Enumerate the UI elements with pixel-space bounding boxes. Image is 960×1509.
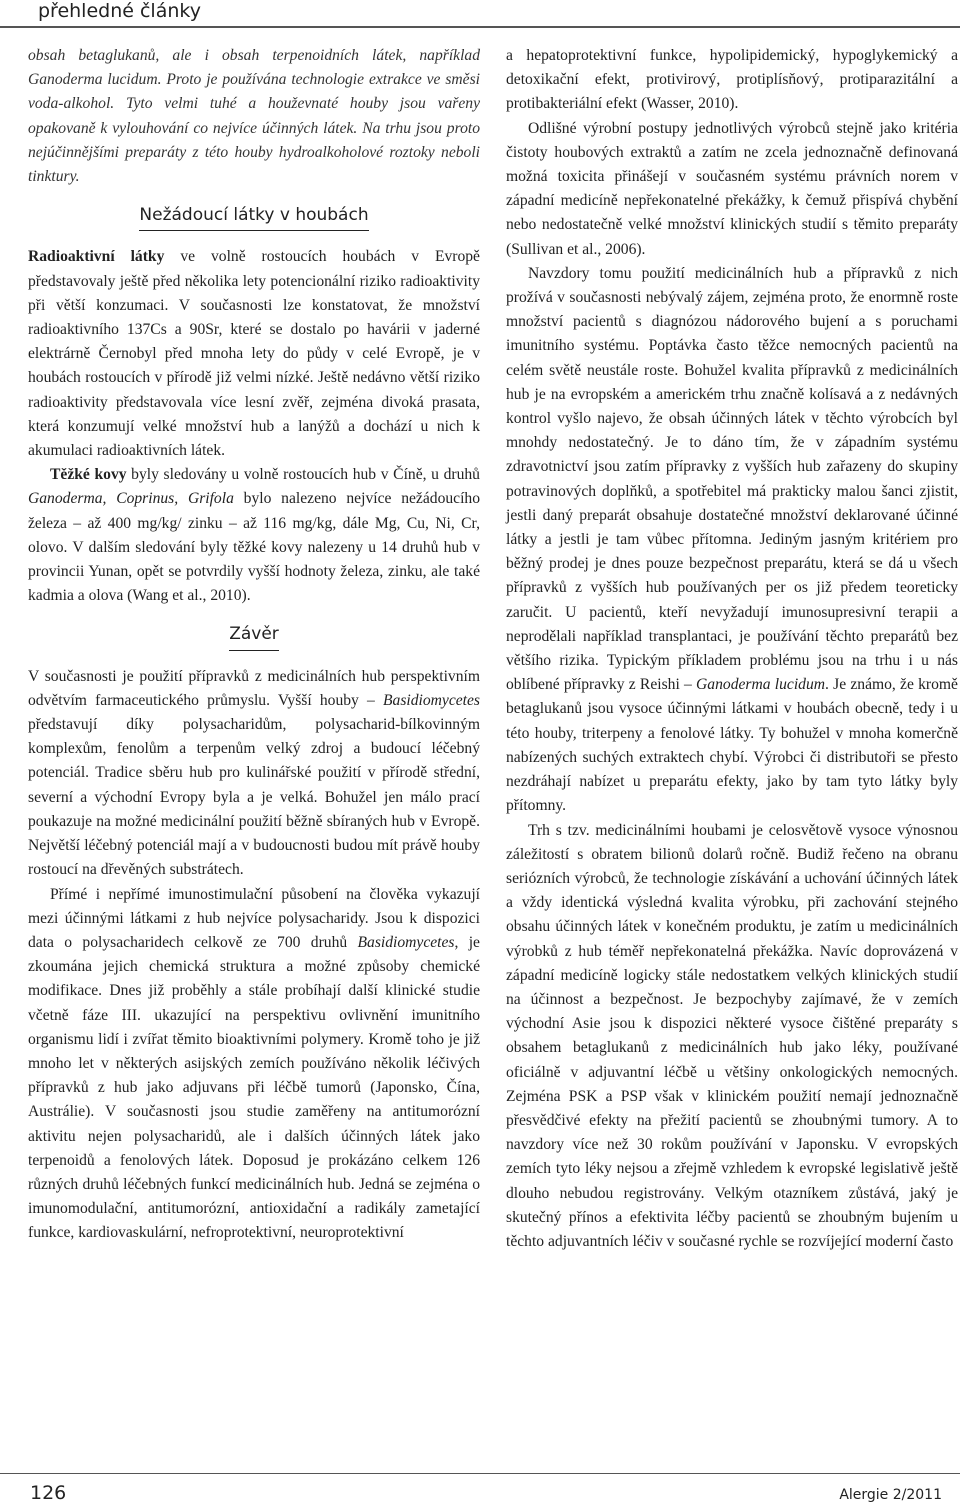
section-heading-text: Závěr	[229, 622, 279, 650]
paragraph-text: Přímé i nepřímé imunostimulační působení na člověka vykazují mezi účinnými látkami z hub nejvíce polysacharidy. Jsou k dispozici data o polysacharidech celkově ze 700 druhů	[28, 885, 480, 951]
paragraph-production: Odlišné výrobní postupy jednotlivých výrobců stejně jako kritéria čistoty houbových extraktů a zatím ne zcela jednoznačně definovaná možná toxicita přinášejí v současném systému právních norem v západní medicíně nepřekonatelné překážky, k čemuž přispívá chybění nebo nedostatečně velké množství klinických studií s těmito preparáty (Sullivan et al., 2006).	[506, 119, 958, 258]
paragraph-text: . Je známo, že kromě betaglukanů jsou vysoce účinnými látkami v houbách obecně, tedy i u této houby, triterpeny a fenolové látky. Ty bohužel v mnoha komerčně nabízených suchých extraktech chybí. Výrobci či distributoři se přesto nezdráhají nabízet u preparátu efekty, jako by tam tyto látky byly přítomny.	[506, 676, 958, 815]
term-heavy-metals: Těžké kovy	[50, 466, 127, 484]
paragraph-text: V současnosti je použití přípravků z medicinálních hub perspektivním odvětvím farmaceutického průmyslu. Vyšší houby –	[28, 667, 480, 709]
section-heading-undesirable	[28, 203, 480, 231]
section-heading-conclusion	[28, 622, 480, 650]
footer-divider	[0, 1473, 960, 1474]
paragraph-conclusion-1	[28, 665, 480, 883]
paragraph-interest	[506, 262, 958, 819]
intro-paragraph: obsah betaglukanů, ale i obsah terpenoidních látek, například Ganoderma lucidum. Proto je používána technologie extrakce ve směsi voda-alkohol. Tyto velmi tuhé a houževnaté houby jsou vařeny opakovaně k vylouhování co nejvíce účinných látek. Na trhu jsou proto nejúčinnějšími preparáty z této houby hydroalkoholové roztoky neboli tinktury.	[28, 47, 480, 186]
species-names: Ganoderma, Coprinus, Grifola	[28, 490, 234, 508]
paragraph-market: Trh s tzv. medicinálními houbami je celosvětově vysoce výnosnou záležitostí s obratem bilionů dolarů ročně. Budiž řečeno na obranu seriózních výrobců, že technologie získávání a uchování účinných látek a vždy identická výsledná kvalita výrobku, při zachování stejného obsahu účinných látek v konečném produktu, je zatím u medicinálních výrobků z hub téměř nepřekonatelná překážka. Navíc doprovázená v západní medicíně logicky stále nedostatkem velkých klinických studií na účinnost a bezpečnost. Je bezpochyby zajímavé, že v zemích východní Asie jsou k dispozici některé vysoce čištěné preparáty s obsahem betaglukanů z medicinálních hub jako léky, používané oficiálně v adjuvantní léčbě u většiny onkologických nemocných. Zejména PSK a PSP však v klinickém použití nemají jednoznačně přesvědčivé efekty na přežití pacientů se zhoubnými tumory. A to navzdory více než 30 rokům používání v Japonsku. V evropských zemích tyto léky nejsou a zřejmě vzhledem k evropské legislativě ještě dlouho nebudou registrovány. Velkým otazníkem zůstává, jaký je skutečný přínos a efektivita léčby pacientů se zhoubným bujením u těchto adjuvantních léčiv v současné rychle se rozvíjející moderní často	[506, 821, 958, 1250]
right-column	[506, 44, 958, 1254]
paragraph-radioactive	[28, 245, 480, 463]
paragraph-text: bylo nalezeno nejvíce nežádoucího železa – až 400 mg/kg/ zinku – až 116 mg/kg, dále Mg, Cu, Ni, Cr, olovo. V dalším sledování byly těžké kovy nalezeny u 14 druhů hub v provincii Yunan, opět se potvrdily vyšší hodnoty železa, zinku, ale také kadmia a olova (Wang et al., 2010).	[28, 490, 481, 605]
section-label: přehledné články	[38, 0, 201, 22]
journal-issue: Alergie 2/2011	[839, 1487, 942, 1503]
header-divider	[0, 26, 960, 28]
taxon-name: Basidiomycetes	[357, 933, 455, 951]
term-radioactive: Radioaktivní látky	[28, 248, 165, 266]
paragraph-functions: a hepatoprotektivní funkce, hypolipidemický, hypoglykemický a detoxikační efekt, protivirový, protiplísňový, protiparazitální a protibakteriální efekt (Wasser, 2010).	[506, 47, 958, 113]
paragraph-text: , je zkoumána jejich chemická struktura a možné způsoby chemické modifikace. Dnes již proběhly a stále probíhají další klinické studie včetně fáze III. ukazující na perspektivu ovlivnění imunitního organismu lidí i zvířat těmito bioaktivními polymery. Kromě toho je již mnoho let v některých asijských zemích používáno několik léčivých přípravků z hub jako adjuvans při léčbě tumorů (Japonsko, Čína, Austrálie). V současnosti jsou studie zaměřeny na antitumorózní aktivitu nejen polysacharidů, ale i dalších účinných látek jako terpenoidů a fenolových látek. Doposud je prokázáno celkem 126 různých druhů léčebných funkcí medicinálních hub. Jedná se zejména o imunomodulační, antitumorózní, antioxidační a radikály zametající funkce, kardiovaskulární, nefroprotektivní, neuroprotektivní	[28, 933, 480, 1242]
paragraph-text: představují díky polysacharidům, polysacharid-bílkovinným komplexům, fenolům a terpenům velký zdroj a budoucí léčebný potenciál. Tradice sběru hub pro kulinářské použití v přírodě střední, severní a východní Evropy byla a je velká. Bohužel jen málo prací poukazuje na možné medicinální použití běžně sbíraných hub v Evropě. Největší léčebný potenciál mají a v budoucnosti budou mít právě houby rostoucí na dřevěných substrátech.	[28, 716, 480, 879]
page-number: 126	[30, 1482, 67, 1504]
paragraph-text: Navzdory tomu použití medicinálních hub a přípravků z nich prožívá v současnosti nebývalý zájem, zejména proto, že enormně roste množství pacientů s diagnózou nádorového bujení a s poruchami imunitního systému. Poptávka často těžce nemocných pacientů na celém světě neustále roste. Bohužel kvalita přípravků z medicinálních hub je na evropském a americkém trhu značně kolísavá a z nedávných kontrol vyšlo najevo, že obsah účinných látek v těchto výrobcích byl mnohdy nedostatečný. Je to dáno tím, že v západním systému zdravotnictví jsou zatím přípravky z vyšších hub zařazeny do skupiny potravinových doplňků, a spotřebitel má prakticky malou šanci zjistit, jestli daný preparát obsahuje dostatečné množství deklarované účinné látky a jestli je tam vůbec přítomna. Jediným jasným kritériem pro běžný prodej je dnes pouze bezpečnost preparátu, která se dá u všech přípravků z vyšších hub používaných per os již předem teoreticky zaručit. U pacientů, kteří nevyžadují imunosupresivní terapii a neprodělali například transplantaci, je používání těchto preparátů bez většího rizika. Typickým příkladem problému jsou na trhu i u nás oblíbené přípravky z Reishi –	[506, 264, 958, 694]
paragraph-conclusion-2	[28, 883, 480, 1246]
paragraph-heavy-metals	[28, 463, 480, 608]
page-header	[0, 0, 960, 30]
paragraph-text: byly sledovány u volně rostoucích hub v Číně, u druhů	[126, 466, 480, 484]
taxon-name: Basidiomycetes	[383, 691, 480, 709]
paragraph-text: ve volně rostoucích houbách v Evropě představovaly ještě před několika lety potencionální riziko radioaktivity při větší konzumaci. V současnosti lze konstatovat, že množství radioaktivního 137Cs a 90Sr, které se dostalo po havárii v jaderné elektrárně Černobyl před mnoha lety do půdy v celé Evropě, je v houbách rostoucích v přírodě již velmi nízké. Ještě nedávno větší riziko radioaktivity představovala více lesní zvěř, zejména divoká prasata, která konzumují velké množství hub a lanýžů a dochází u nich k akumulaci radioaktivních látek.	[28, 248, 480, 460]
section-heading-text: Nežádoucí látky v houbách	[139, 203, 368, 231]
left-column	[28, 44, 480, 1246]
species-name: Ganoderma lucidum	[696, 676, 826, 694]
